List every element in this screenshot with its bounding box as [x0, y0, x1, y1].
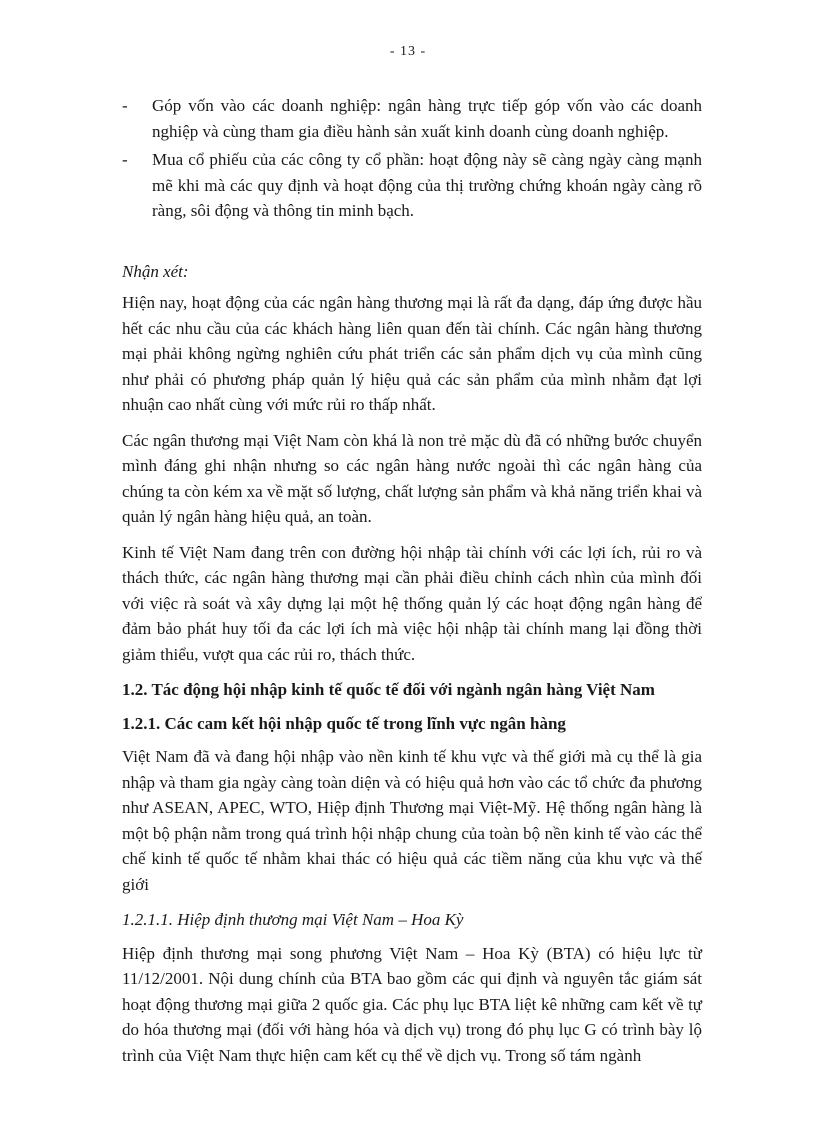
paragraph: Kinh tế Việt Nam đang trên con đường hội nhập tài chính với các lợi ích, rủi ro và thách thức, các ngân hàng thương mại cần phải điều chỉnh cách nhìn của mình đối với việc rà soát và xây dựng lại một hệ thống quản lý các hoạt động ngân hàng để đảm bảo phát huy tối đa các lợi ích mà việc hội nhập tài chính mang lại đồng thời giảm thiểu, vượt qua các rủi ro, thách thức. [122, 542, 702, 664]
bullet-marker: - [122, 150, 128, 169]
bullet-item [122, 93, 702, 144]
note-label: Nhận xét: [122, 261, 189, 281]
paragraph: Việt Nam đã và đang hội nhập vào nền kinh tế khu vực và thế giới mà cụ thể là gia nhập và tham gia ngày càng toàn diện và có hiệu quả hơn vào các tổ chức đa phương như ASEAN, APEC, WTO, Hiệp định Thương mại Việt-Mỹ. Hệ thống ngân hàng là một bộ phận nằm trong quá trình hội nhập chung của toàn bộ nền kinh tế vào các thể chế kinh tế quốc tế nhằm khai thác có hiệu quả các tiềm năng của khu vực và thế giới [122, 747, 702, 894]
subsubsection-heading: 1.2.1.1. Hiệp định thương mại Việt Nam – Hoa Kỳ [122, 910, 464, 929]
bullet-item [122, 147, 702, 224]
bullet-text: Mua cổ phiếu của các công ty cổ phần: hoạt động này sẽ càng ngày càng mạnh mẽ khi mà các quy định và hoạt động của thị trường chứng khoán ngày càng rõ ràng, sôi động và thông tin minh bạch. [152, 150, 702, 220]
bullet-text: Góp vốn vào các doanh nghiệp: ngân hàng trực tiếp góp vốn vào các doanh nghiệp và cùng tham gia điều hành sản xuất kinh doanh cùng doanh nghiệp. [152, 96, 702, 141]
page-number: - 13 - [389, 44, 427, 59]
section-heading: 1.2. Tác động hội nhập kinh tế quốc tế đối với ngành ngân hàng Việt Nam [122, 680, 655, 699]
paragraph: Hiệp định thương mại song phương Việt Nam – Hoa Kỳ (BTA) có hiệu lực từ 11/12/2001. Nội dung chính của BTA bao gồm các qui định và nguyên tắc giám sát hoạt động thương mại giữa 2 quốc gia. Các phụ lục BTA liệt kê những cam kết về tự do hóa thương mại (đối với hàng hóa và dịch vụ) trong đó phụ lục G có trình bày lộ trình của Việt Nam thực hiện cam kết cụ thể về dịch vụ. Trong số tám ngành [122, 943, 702, 1065]
document-body [122, 93, 702, 1078]
paragraph: Các ngân thương mại Việt Nam còn khá là non trẻ mặc dù đã có những bước chuyển mình đáng ghi nhận nhưng so các ngân hàng nước ngoài thì các ngân hàng của chúng ta còn kém xa về mặt số lượng, chất lượng sản phẩm và khả năng triển khai và quản lý ngân hàng hiệu quả, an toàn. [122, 430, 702, 526]
bullet-marker: - [122, 96, 128, 115]
subsection-heading: 1.2.1. Các cam kết hội nhập quốc tế trong lĩnh vực ngân hàng [122, 713, 566, 733]
paragraph: Hiện nay, hoạt động của các ngân hàng thương mại là rất đa dạng, đáp ứng được hầu hết các nhu cầu của các khách hàng liên quan đến tài chính. Các ngân hàng thương mại phải không ngừng nghiên cứu phát triển các sản phẩm dịch vụ của mình cũng như phải có phương pháp quản lý hiệu quả các sản phẩm của mình nhằm đạt lợi nhuận cao nhất cùng với mức rủi ro thấp nhất. [122, 293, 702, 414]
